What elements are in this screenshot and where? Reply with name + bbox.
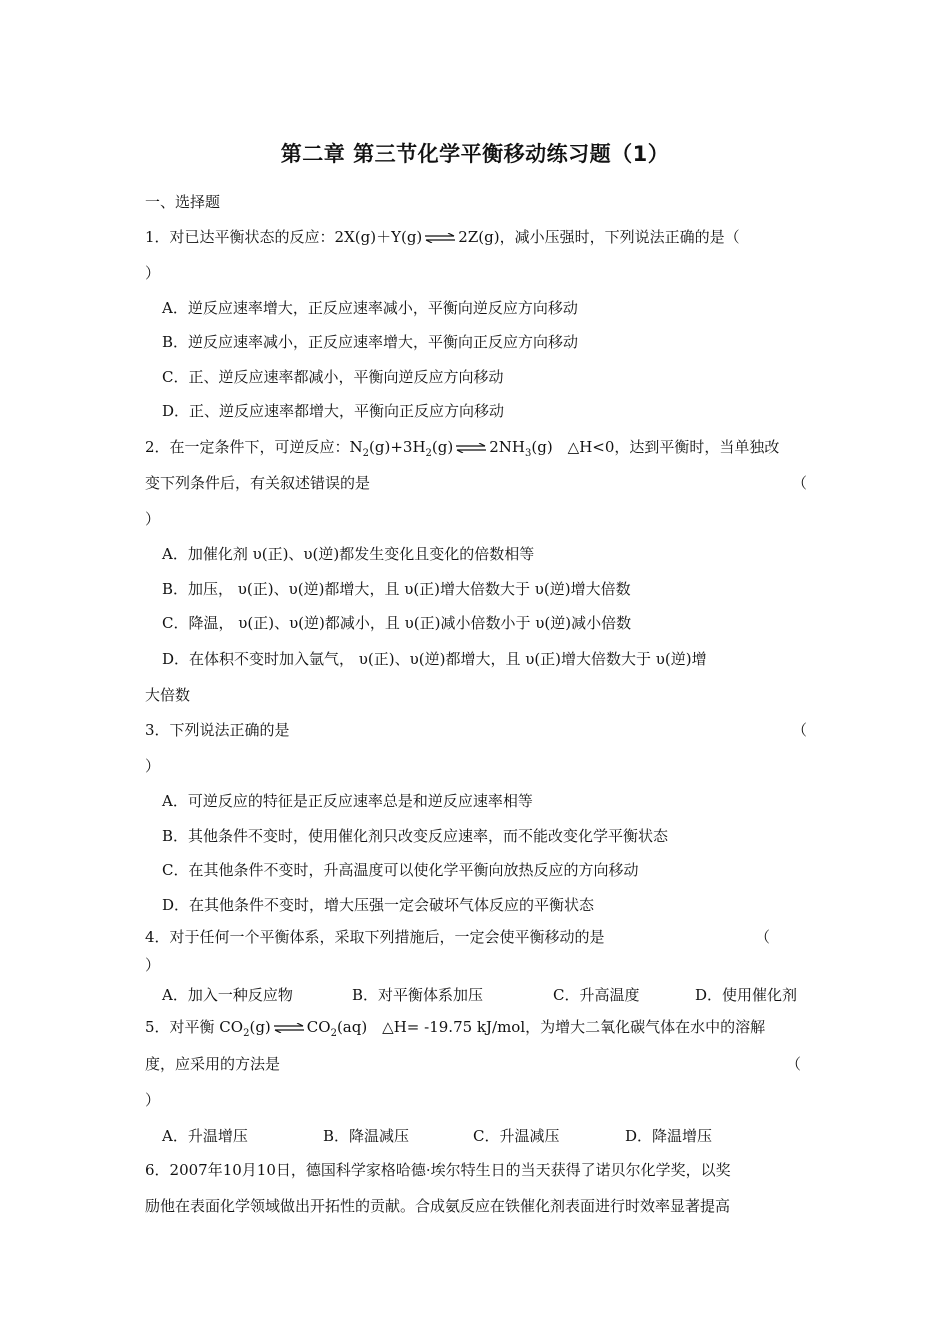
question-4-paren-close: ） [145, 956, 161, 974]
question-5-options [162, 1125, 827, 1145]
question-2-paren-open: （ [792, 474, 808, 492]
question-1-option-a: A．逆反应速率增大，正反应速率减小，平衡向逆反应方向移动 [162, 299, 578, 317]
question-2-option-d-cont: 大倍数 [145, 686, 191, 704]
question-2-option-b: B．加压， υ(正)、υ(逆)都增大，且 υ(正)增大倍数大于 υ(逆)增大倍数 [162, 580, 631, 598]
question-5-paren-open: （ [786, 1055, 802, 1073]
question-2-stem-line2: 变下列条件后，有关叙述错误的是 [145, 474, 371, 492]
question-3-paren-open: （ [792, 721, 808, 739]
question-3-option-a: A．可逆反应的特征是正反应速率总是和逆反应速率相等 [162, 792, 533, 810]
section-heading: 一、选择题 [145, 193, 221, 211]
equilibrium-arrow-icon [273, 1023, 305, 1033]
question-2-option-c: C．降温， υ(正)、υ(逆)都减小，且 υ(正)减小倍数小于 υ(逆)减小倍数 [162, 614, 632, 632]
question-5-paren-close: ） [145, 1091, 161, 1109]
question-3-option-b: B．其他条件不变时，使用催化剂只改变反应速率，而不能改变化学平衡状态 [162, 827, 669, 845]
question-5-stem-line2: 度，应采用的方法是 [145, 1055, 281, 1073]
question-5-option-c: C．升温减压 [473, 1127, 560, 1145]
question-2-option-d: D．在体积不变时加入氩气， υ(正)、υ(逆)都增大，且 υ(正)增大倍数大于 υ(逆)增 [162, 650, 707, 668]
equilibrium-arrow-icon [424, 233, 456, 243]
question-4-option-a: A．加入一种反应物 [162, 986, 293, 1004]
question-4-option-c: C．升高温度 [553, 986, 640, 1004]
question-4-paren-open: （ [755, 928, 771, 946]
question-1-option-c: C．正、逆反应速率都减小，平衡向逆反应方向移动 [162, 368, 504, 386]
question-3-option-d: D．在其他条件不变时，增大压强一定会破坏气体反应的平衡状态 [162, 896, 595, 914]
question-4-option-b: B．对平衡体系加压 [352, 986, 484, 1004]
question-3-stem: 3．下列说法正确的是 [145, 721, 290, 739]
question-6-line1: 6．2007年10月10日，德国科学家格哈德·埃尔特生日的当天获得了诺贝尔化学奖，以奖 [145, 1161, 731, 1179]
question-1-option-b: B．逆反应速率减小，正反应速率增大，平衡向正反应方向移动 [162, 333, 579, 351]
question-1-stem: 1．对已达平衡状态的反应：2X(g)＋Y(g) 2Z(g)，减小压强时，下列说法正确的是（ [145, 228, 740, 246]
question-3-option-c: C．在其他条件不变时，升高温度可以使化学平衡向放热反应的方向移动 [162, 861, 639, 879]
question-5-option-a: A．升温增压 [162, 1127, 248, 1145]
question-6-line2: 励他在表面化学领域做出开拓性的贡献。合成氨反应在铁催化剂表面进行时效率显著提高 [145, 1197, 731, 1215]
equilibrium-arrow-icon [455, 443, 487, 453]
page-title: 第二章 第三节化学平衡移动练习题（1） [280, 142, 670, 166]
question-3-paren-close: ） [145, 757, 161, 775]
question-1-paren-close: ） [145, 264, 161, 282]
question-5-option-d: D．降温增压 [625, 1127, 713, 1145]
question-4-option-d: D．使用催化剂 [695, 986, 798, 1004]
question-4-options [162, 984, 827, 1004]
question-2-option-a: A．加催化剂 υ(正)、υ(逆)都发生变化且变化的倍数相等 [162, 545, 535, 563]
question-2-stem: 2．在一定条件下，可逆反应：$N_2(g)+3H_2(g)$ $2NH_3(g)$ △H<0，达到平衡时，当单独改 [145, 438, 780, 459]
question-5-stem: 5．对平衡 $CO_2(g)$ $CO_2(aq)$ △H= -19.75 kJ/mol，为增大二氧化碳气体在水中的溶解 [145, 1018, 766, 1039]
question-4-stem: 4．对于任何一个平衡体系，采取下列措施后，一定会使平衡移动的是 [145, 928, 605, 946]
question-5-option-b: B．降温减压 [323, 1127, 410, 1145]
question-1-option-d: D．正、逆反应速率都增大，平衡向正反应方向移动 [162, 402, 505, 420]
question-2-paren-close: ） [145, 510, 161, 528]
